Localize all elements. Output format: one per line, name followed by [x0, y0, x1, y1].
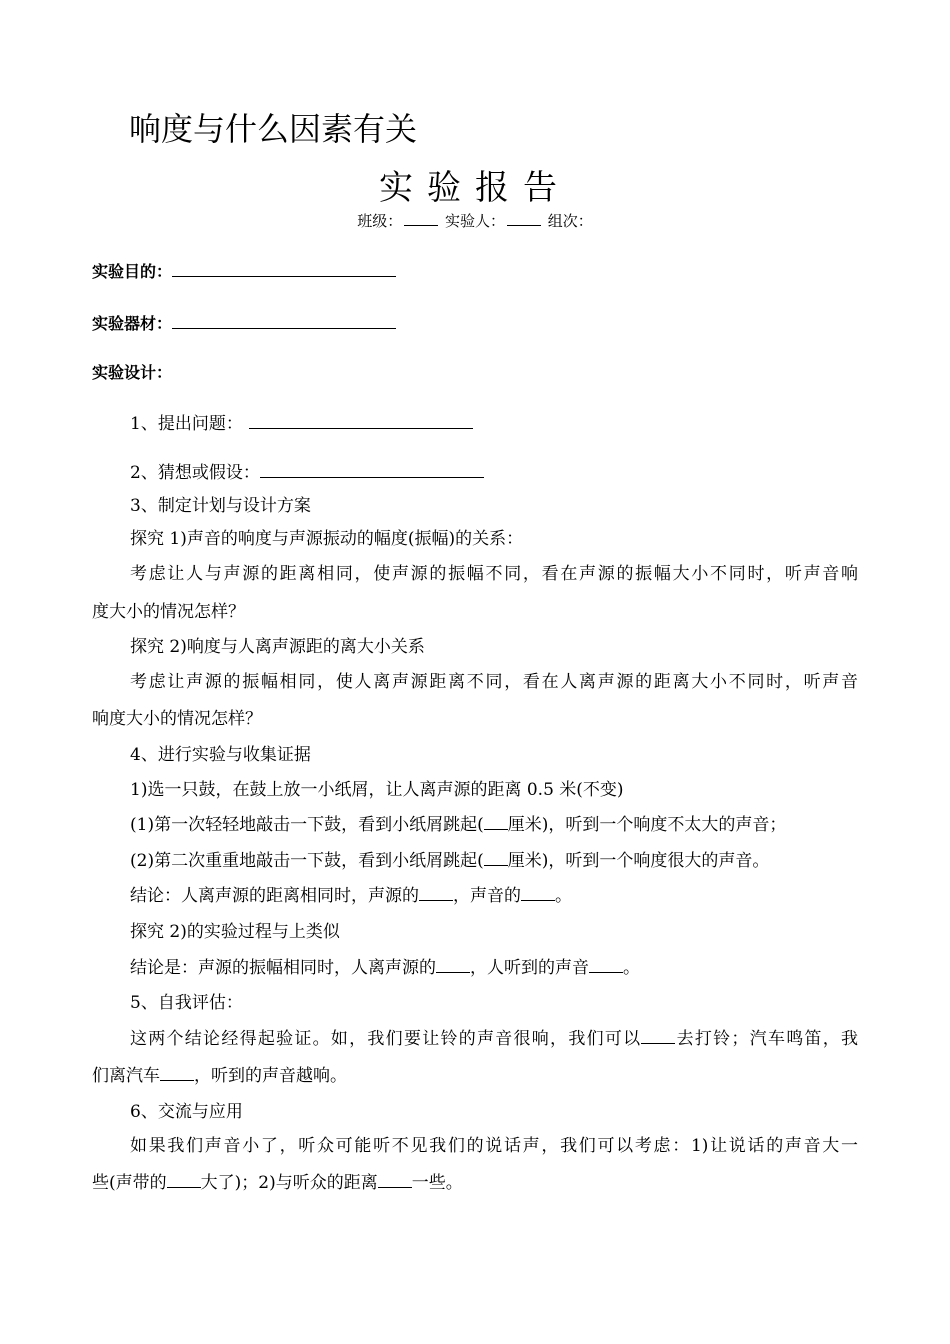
experiment-heavy-strike [130, 846, 769, 871]
evaluation-line2 [92, 1061, 347, 1086]
application-line1: 如果我们声音小了，听众可能听不见我们的说话声，我们可以考虑：1)让说话的声音大一 [130, 1136, 858, 1156]
conclusion-2-blank-a[interactable] [436, 956, 470, 973]
inquiry-1-desc-line1: 考虑让人与声源的距离相同，使声源的振幅不同，看在声源的振幅大小不同时，听声音响 [130, 564, 858, 584]
design-label: 实验设计： [92, 363, 173, 382]
inquiry-2-process: 探究 2)的实验过程与上类似 [130, 922, 340, 942]
step-plan: 3、制定计划与设计方案 [130, 496, 311, 516]
class-label: 班级： [357, 212, 403, 230]
step-question-label: 1、提出问题： [130, 414, 243, 434]
application-line2 [92, 1168, 463, 1193]
hypothesis-blank[interactable] [260, 461, 484, 478]
purpose-field [92, 259, 396, 282]
equipment-field [92, 311, 396, 334]
application-blank-a[interactable] [167, 1171, 201, 1188]
conclusion-2-text: 结论是：声源的振幅相同时，人离声源的 [130, 958, 436, 978]
evaluation-line1 [130, 1024, 858, 1049]
inquiry-2-heading: 探究 2)响度与人离声源距的离大小关系 [130, 637, 425, 657]
conclusion-1-mid: ，声音的 [453, 886, 521, 906]
light-strike-result: 厘米)，听到一个响度不太大的声音； [507, 815, 787, 835]
step-hypothesis [130, 458, 484, 483]
inquiry-2-desc-line1: 考虑让声源的振幅相同，使人离声源距离不同，看在人离声源的距离大小不同时，听声音 [130, 672, 858, 692]
application-line2-end: 一些。 [411, 1173, 463, 1193]
evaluation-line2-end: ，听到的声音越响。 [194, 1066, 347, 1086]
report-info-line [0, 210, 950, 231]
conclusion-1-blank-b[interactable] [521, 884, 555, 901]
equipment-label: 实验器材： [92, 314, 173, 333]
experimenter-blank[interactable] [507, 211, 541, 226]
purpose-label: 实验目的： [92, 262, 173, 281]
conclusion-1-end: 。 [555, 886, 572, 906]
inquiry-2-desc-line2: 响度大小的情况怎样？ [92, 709, 262, 729]
heavy-jump-blank[interactable] [484, 849, 508, 866]
conclusion-2-end: 。 [623, 958, 640, 978]
evaluation-blank-b[interactable] [160, 1064, 194, 1081]
conclusion-1-text: 结论：人离声源的距离相同时，声源的 [130, 886, 419, 906]
application-line2-text: 些(声带的 [92, 1173, 167, 1193]
group-label: 组次： [547, 212, 593, 230]
conclusion-2 [130, 953, 640, 978]
evaluation-text-end: 去打铃；汽车鸣笛，我 [675, 1029, 859, 1049]
evaluation-blank-a[interactable] [641, 1027, 675, 1044]
evaluation-text: 这两个结论经得起验证。如，我们要让铃的声音很响，我们可以 [130, 1029, 642, 1049]
step-application: 6、交流与应用 [130, 1102, 243, 1122]
experiment-light-strike [130, 810, 786, 835]
question-blank[interactable] [249, 412, 473, 429]
experiment-setup: 1)选一只鼓，在鼓上放一小纸屑，让人离声源的距离 0.5 米(不变) [130, 780, 624, 800]
step-question [130, 409, 473, 434]
conclusion-2-blank-b[interactable] [589, 956, 623, 973]
heavy-strike-text: (2)第二次重重地敲击一下鼓，看到小纸屑跳起( [130, 851, 484, 871]
inquiry-1-heading: 探究 1)声音的响度与声源振动的幅度(振幅)的关系： [130, 529, 524, 549]
purpose-blank[interactable] [172, 260, 396, 277]
step-hypothesis-label: 2、猜想或假设： [130, 463, 260, 483]
topic-heading: 响度与什么因素有关 [129, 110, 418, 148]
step-experiment: 4、进行实验与收集证据 [130, 745, 311, 765]
heavy-strike-result: 厘米)，听到一个响度很大的声音。 [507, 851, 770, 871]
conclusion-1 [130, 881, 572, 906]
application-blank-b[interactable] [378, 1171, 412, 1188]
conclusion-2-mid: ，人听到的声音 [470, 958, 589, 978]
experimenter-label: 实验人： [444, 212, 505, 230]
step-evaluation: 5、自我评估： [130, 993, 243, 1013]
light-strike-text: (1)第一次轻轻地敲击一下鼓，看到小纸屑跳起( [130, 815, 484, 835]
light-jump-blank[interactable] [484, 813, 508, 830]
evaluation-line2-text: 们离汽车 [92, 1066, 160, 1086]
report-title: 实验报告 [379, 168, 571, 208]
equipment-blank[interactable] [172, 312, 396, 329]
inquiry-1-desc-line2: 度大小的情况怎样？ [92, 602, 245, 622]
application-line2-mid: 大了)；2)与听众的距离 [200, 1173, 378, 1193]
conclusion-1-blank-a[interactable] [419, 884, 453, 901]
class-blank[interactable] [404, 211, 438, 226]
